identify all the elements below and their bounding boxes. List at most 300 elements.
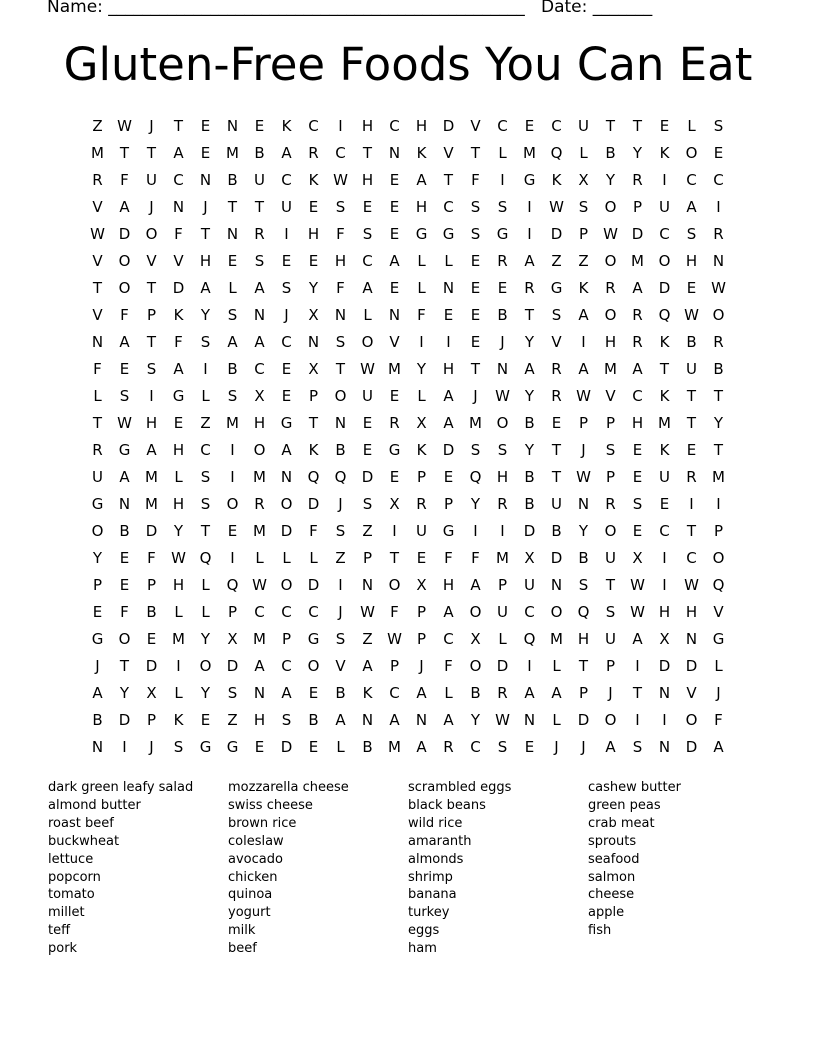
grid-letter: Y [524, 441, 535, 459]
grid-letter: E [308, 684, 319, 702]
grid-letter: A [443, 414, 454, 432]
grid-letter: K [659, 333, 670, 351]
grid-row [84, 194, 732, 221]
grid-letter: R [713, 225, 724, 243]
grid-letter: C [524, 603, 535, 621]
grid-letter: I [203, 360, 208, 378]
grid-letter: S [119, 387, 130, 405]
word-item: mozzarella cheese [228, 780, 349, 795]
grid-letter: X [578, 171, 589, 189]
grid-letter: N [685, 630, 698, 648]
grid-row [84, 113, 732, 140]
grid-letter: B [92, 711, 103, 729]
grid-letter: E [200, 117, 211, 135]
grid-letter: Z [578, 252, 589, 270]
grid-letter: R [686, 468, 697, 486]
grid-letter: F [390, 603, 399, 621]
grid-letter: I [230, 468, 235, 486]
grid-letter: T [119, 144, 130, 162]
grid-letter: C [200, 441, 211, 459]
grid-letter: N [280, 468, 293, 486]
grid-letter: A [335, 711, 346, 729]
grid-letter: W [630, 603, 645, 621]
grid-letter: W [576, 468, 591, 486]
grid-letter: D [442, 441, 455, 459]
grid-letter: T [119, 657, 130, 675]
grid-letter: G [442, 522, 455, 540]
grid-letter: B [551, 522, 562, 540]
grid-letter: K [416, 441, 427, 459]
grid-letter: P [578, 684, 589, 702]
grid-letter: D [550, 549, 563, 567]
grid-letter: Y [470, 495, 481, 513]
grid-letter: S [335, 333, 346, 351]
grid-letter: B [227, 360, 238, 378]
grid-letter: A [578, 360, 589, 378]
grid-letter: S [254, 252, 265, 270]
grid-letter: C [254, 360, 265, 378]
word-item: ham [408, 941, 437, 957]
grid-letter: I [500, 522, 505, 540]
grid-letter: Z [362, 522, 373, 540]
grid-letter: Q [469, 468, 482, 486]
grid-letter: N [388, 144, 401, 162]
grid-letter: M [523, 144, 536, 162]
grid-letter: N [199, 171, 212, 189]
word-item: cashew butter [588, 780, 681, 795]
grid-row [84, 302, 732, 329]
grid-letter: K [578, 279, 589, 297]
grid-letter: H [172, 495, 185, 513]
grid-letter: H [631, 414, 644, 432]
grid-letter: J [716, 684, 721, 702]
word-item: sprouts [588, 833, 637, 849]
grid-letter: E [470, 333, 481, 351]
grid-letter: A [119, 333, 130, 351]
grid-letter: E [254, 738, 265, 756]
grid-letter: I [392, 522, 397, 540]
grid-letter: A [227, 333, 238, 351]
grid-letter: E [659, 117, 670, 135]
grid-letter: R [92, 171, 103, 189]
grid-letter: K [659, 441, 670, 459]
grid-letter: V [92, 252, 103, 270]
grid-letter: C [497, 117, 508, 135]
grid-letter: Z [92, 117, 103, 135]
grid-letter: P [605, 657, 616, 675]
grid-letter: G [307, 630, 320, 648]
grid-letter: V [173, 252, 184, 270]
grid-letter: T [524, 306, 535, 324]
grid-letter: K [416, 144, 427, 162]
grid-letter: E [524, 117, 535, 135]
grid-letter: U [254, 171, 265, 189]
grid-letter: I [527, 657, 532, 675]
grid-letter: B [335, 684, 346, 702]
grid-letter: T [686, 522, 697, 540]
grid-letter: A [389, 711, 400, 729]
grid-letter: E [281, 360, 292, 378]
grid-letter: Q [523, 630, 536, 648]
name-date-line: Name: _________________________________________________ Date: _______ [47, 0, 653, 17]
grid-letter: X [524, 549, 535, 567]
grid-letter: D [280, 522, 293, 540]
grid-letter: V [92, 306, 103, 324]
grid-letter: G [550, 279, 563, 297]
grid-letter: F [714, 711, 723, 729]
word-item: scrambled eggs [408, 780, 512, 795]
grid-letter: S [632, 495, 643, 513]
grid-letter: T [470, 360, 481, 378]
grid-letter: C [551, 117, 562, 135]
grid-letter: L [309, 549, 318, 567]
word-item: shrimp [408, 869, 453, 885]
grid-letter: X [632, 549, 643, 567]
grid-letter: N [361, 576, 374, 594]
word-item: almond butter [48, 797, 141, 813]
grid-letter: J [95, 657, 100, 675]
grid-letter: T [632, 684, 643, 702]
letter-grid [84, 113, 732, 761]
word-item: almonds [408, 851, 464, 867]
grid-letter: N [226, 117, 239, 135]
grid-letter: P [497, 576, 508, 594]
grid-letter: A [362, 279, 373, 297]
grid-row [84, 140, 732, 167]
grid-letter: H [172, 576, 185, 594]
grid-letter: B [470, 684, 481, 702]
grid-letter: U [362, 387, 373, 405]
grid-letter: Y [173, 522, 184, 540]
word-item: banana [408, 887, 457, 903]
grid-letter: M [91, 144, 104, 162]
grid-letter: S [713, 117, 724, 135]
grid-letter: E [200, 144, 211, 162]
grid-letter: O [334, 387, 347, 405]
grid-letter: L [444, 684, 453, 702]
grid-letter: Z [335, 549, 346, 567]
grid-letter: R [308, 144, 319, 162]
grid-letter: L [201, 387, 210, 405]
grid-letter: E [146, 630, 157, 648]
grid-letter: C [308, 603, 319, 621]
grid-letter: T [146, 333, 157, 351]
grid-letter: K [659, 387, 670, 405]
grid-letter: H [442, 360, 455, 378]
grid-letter: I [149, 387, 154, 405]
grid-letter: L [687, 117, 696, 135]
grid-letter: E [713, 144, 724, 162]
grid-letter: G [496, 225, 509, 243]
grid-letter: E [389, 279, 400, 297]
grid-letter: T [659, 360, 670, 378]
word-item: swiss cheese [228, 797, 313, 813]
grid-letter: I [689, 495, 694, 513]
grid-letter: G [280, 414, 293, 432]
grid-letter: E [470, 252, 481, 270]
word-item: brown rice [228, 815, 297, 831]
grid-letter: V [470, 117, 481, 135]
grid-letter: O [496, 414, 509, 432]
grid-letter: I [635, 657, 640, 675]
grid-letter: N [253, 306, 266, 324]
grid-letter: H [685, 252, 698, 270]
grid-letter: J [581, 441, 586, 459]
grid-letter: P [146, 306, 157, 324]
grid-letter: K [281, 117, 292, 135]
grid-letter: R [632, 306, 643, 324]
grid-letter: T [335, 360, 346, 378]
grid-letter: E [686, 279, 697, 297]
grid-letter: C [443, 198, 454, 216]
grid-letter: E [173, 414, 184, 432]
grid-letter: A [524, 684, 535, 702]
grid-letter: F [336, 225, 345, 243]
grid-letter: S [497, 441, 508, 459]
word-item: amaranth [408, 833, 472, 849]
grid-letter: B [362, 738, 373, 756]
grid-letter: A [578, 306, 589, 324]
grid-letter: Y [713, 414, 724, 432]
grid-letter: T [254, 198, 265, 216]
grid-letter: I [473, 522, 478, 540]
grid-letter: S [551, 306, 562, 324]
grid-letter: Y [92, 549, 103, 567]
grid-letter: F [471, 549, 480, 567]
grid-letter: O [226, 495, 239, 513]
grid-letter: M [604, 360, 617, 378]
grid-letter: T [146, 144, 157, 162]
grid-letter: N [334, 414, 347, 432]
grid-letter: E [497, 279, 508, 297]
grid-letter: A [362, 657, 373, 675]
grid-letter: N [658, 684, 671, 702]
grid-letter: F [147, 549, 156, 567]
word-item: cheese [588, 887, 635, 903]
grid-letter: R [551, 360, 562, 378]
grid-letter: W [684, 576, 699, 594]
grid-letter: H [415, 198, 428, 216]
grid-letter: F [444, 657, 453, 675]
grid-letter: S [578, 576, 589, 594]
grid-letter: C [308, 117, 319, 135]
grid-letter: C [389, 117, 400, 135]
grid-letter: R [497, 495, 508, 513]
grid-letter: F [417, 306, 426, 324]
grid-letter: A [119, 468, 130, 486]
grid-letter: X [146, 684, 157, 702]
word-item: milk [228, 923, 256, 939]
grid-letter: I [338, 576, 343, 594]
grid-letter: D [658, 279, 671, 297]
grid-letter: S [497, 738, 508, 756]
grid-letter: Q [307, 468, 320, 486]
grid-row [84, 545, 732, 572]
grid-letter: H [604, 333, 617, 351]
grid-letter: R [254, 495, 265, 513]
word-item: roast beef [48, 815, 114, 831]
grid-letter: N [388, 306, 401, 324]
grid-letter: T [92, 279, 103, 297]
grid-letter: G [172, 387, 185, 405]
grid-letter: O [604, 306, 617, 324]
grid-letter: M [253, 522, 266, 540]
grid-letter: H [307, 225, 320, 243]
grid-letter: J [608, 684, 613, 702]
grid-letter: N [442, 279, 455, 297]
grid-row [84, 329, 732, 356]
grid-letter: Q [712, 576, 725, 594]
grid-letter: N [91, 738, 104, 756]
word-item: turkey [408, 905, 450, 921]
word-item: tomato [48, 887, 95, 903]
grid-letter: W [171, 549, 186, 567]
grid-letter: S [605, 441, 616, 459]
grid-letter: N [415, 711, 428, 729]
grid-letter: E [389, 387, 400, 405]
grid-letter: S [605, 603, 616, 621]
grid-letter: O [604, 252, 617, 270]
grid-letter: N [91, 333, 104, 351]
word-item: buckwheat [48, 833, 120, 849]
grid-letter: A [254, 657, 265, 675]
grid-letter: H [253, 414, 266, 432]
grid-letter: T [551, 441, 562, 459]
grid-letter: Y [308, 279, 319, 297]
grid-letter: H [415, 117, 428, 135]
word-item: millet [48, 905, 85, 921]
grid-letter: U [281, 198, 292, 216]
grid-letter: O [469, 657, 482, 675]
grid-letter: E [227, 252, 238, 270]
grid-letter: E [227, 522, 238, 540]
grid-letter: W [576, 387, 591, 405]
grid-letter: O [604, 198, 617, 216]
grid-row [84, 653, 732, 680]
grid-letter: P [146, 711, 157, 729]
grid-letter: C [713, 171, 724, 189]
grid-letter: N [307, 333, 320, 351]
grid-letter: U [551, 495, 562, 513]
grid-letter: W [387, 630, 402, 648]
grid-letter: L [174, 468, 183, 486]
grid-letter: B [524, 495, 535, 513]
grid-letter: D [172, 279, 185, 297]
grid-letter: O [118, 279, 131, 297]
grid-letter: S [335, 522, 346, 540]
grid-letter: K [308, 171, 319, 189]
grid-letter: Y [470, 711, 481, 729]
grid-letter: Z [551, 252, 562, 270]
grid-letter: E [362, 198, 373, 216]
grid-letter: A [92, 684, 103, 702]
grid-letter: R [551, 387, 562, 405]
grid-letter: Q [658, 306, 671, 324]
grid-letter: M [145, 495, 158, 513]
grid-letter: K [173, 306, 184, 324]
grid-letter: S [578, 198, 589, 216]
grid-letter: A [443, 387, 454, 405]
grid-letter: B [578, 549, 589, 567]
grid-letter: C [443, 630, 454, 648]
grid-letter: S [362, 495, 373, 513]
grid-letter: H [145, 414, 158, 432]
grid-letter: I [230, 441, 235, 459]
grid-letter: I [662, 549, 667, 567]
grid-letter: L [228, 279, 237, 297]
grid-letter: L [93, 387, 102, 405]
grid-letter: P [389, 657, 400, 675]
grid-letter: L [417, 279, 426, 297]
grid-letter: W [117, 414, 132, 432]
grid-letter: O [307, 657, 320, 675]
grid-letter: G [91, 630, 104, 648]
grid-letter: B [713, 360, 724, 378]
grid-letter: E [281, 252, 292, 270]
grid-letter: B [254, 144, 265, 162]
grid-letter: A [281, 441, 292, 459]
grid-letter: H [361, 171, 374, 189]
grid-letter: F [93, 360, 102, 378]
grid-letter: O [280, 576, 293, 594]
grid-row [84, 437, 732, 464]
grid-letter: M [253, 630, 266, 648]
grid-letter: L [282, 549, 291, 567]
grid-row [84, 248, 732, 275]
grid-letter: B [686, 333, 697, 351]
grid-letter: C [173, 171, 184, 189]
grid-letter: P [605, 468, 616, 486]
grid-letter: Q [199, 549, 212, 567]
word-item: seafood [588, 851, 640, 867]
word-item: pork [48, 941, 78, 957]
grid-letter: D [145, 657, 158, 675]
grid-row [84, 221, 732, 248]
grid-letter: C [281, 333, 292, 351]
page-title: Gluten-Free Foods You Can Eat [63, 38, 753, 91]
grid-letter: Y [632, 144, 643, 162]
grid-letter: H [442, 576, 455, 594]
grid-letter: F [309, 522, 318, 540]
grid-letter: D [496, 657, 509, 675]
grid-letter: W [684, 306, 699, 324]
grid-letter: R [254, 225, 265, 243]
grid-letter: C [335, 144, 346, 162]
grid-letter: G [226, 738, 239, 756]
grid-letter: C [281, 171, 292, 189]
grid-letter: L [201, 603, 210, 621]
grid-letter: E [92, 603, 103, 621]
grid-letter: M [226, 144, 239, 162]
grid-letter: E [200, 711, 211, 729]
grid-letter: E [308, 198, 319, 216]
grid-letter: L [174, 684, 183, 702]
grid-letter: E [362, 441, 373, 459]
grid-letter: P [713, 522, 724, 540]
grid-letter: A [686, 198, 697, 216]
grid-letter: A [416, 171, 427, 189]
grid-letter: M [145, 468, 158, 486]
grid-letter: L [444, 252, 453, 270]
grid-letter: G [712, 630, 725, 648]
grid-letter: S [200, 468, 211, 486]
grid-letter: C [281, 603, 292, 621]
grid-letter: B [227, 171, 238, 189]
grid-row [84, 356, 732, 383]
word-item: chicken [228, 869, 278, 885]
grid-letter: T [200, 225, 211, 243]
grid-letter: S [146, 360, 157, 378]
